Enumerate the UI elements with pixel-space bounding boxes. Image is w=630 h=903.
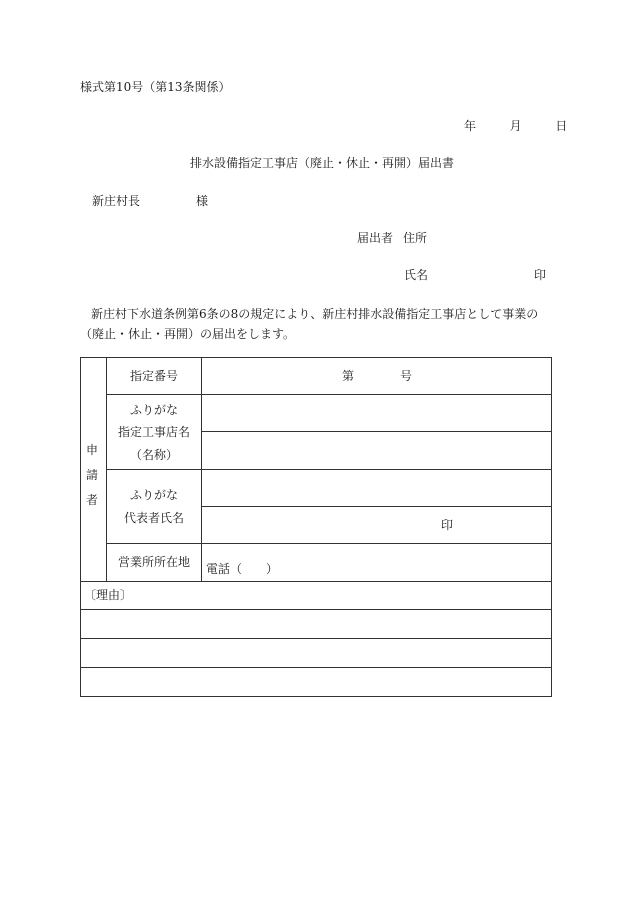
rep-name-label: 代表者氏名 [123,511,185,525]
designation-number-label: 指定番号 [129,369,179,383]
store-name-label: 指定工事店名 [117,425,191,439]
date-line [464,120,567,132]
table-border-bottom [80,696,552,697]
reason-label: 〔理由〕 [84,588,133,602]
applicant-label: 申請者 [86,443,99,507]
addressee-honorific: 様 [196,194,209,208]
table-line-8 [80,638,552,639]
document-title: 排水設備指定工事店（廃止・休止・再開）届出書 [190,156,455,170]
date-year: 年 [464,119,477,133]
office-location-label: 営業所所在地 [117,555,191,569]
table-line-2 [201,431,552,432]
store-name-sub-label: （名称） [129,448,179,462]
notifier-address-label: 住所 [403,231,428,245]
table-line-7 [80,609,552,610]
date-month: 月 [509,119,522,133]
rep-furigana-label: ふりがな [129,488,179,502]
designation-number-suffix: 号 [400,369,413,383]
designation-number-prefix: 第 [342,369,355,383]
table-border-top [80,357,552,358]
table-line-6 [80,581,552,582]
form-number: 様式第10号（第13条関係） [80,80,231,94]
rep-seal: 印 [441,518,454,532]
addressee-name: 新庄村長 [92,194,141,208]
table-line-1 [106,394,552,395]
notifier-label: 届出者 [357,231,394,245]
table-border-left [80,357,81,697]
notifier-name-label: 氏名 [404,268,429,282]
addressee [92,195,208,207]
date-day: 日 [555,119,568,133]
notifier-address [357,232,427,244]
phone-label: 電話（ ） [206,562,279,576]
table-line-3 [106,469,552,470]
table-line-9 [80,667,552,668]
body-text: 新庄村下水道条例第6条の8の規定により、新庄村排水設備指定工事店として事業の（廃止・休止・再開）の届出をします。 [80,307,539,341]
store-furigana-label: ふりがな [129,403,179,417]
notifier-name [404,269,546,281]
table-border-right [551,357,552,697]
table-line-4 [201,506,552,507]
notifier-seal: 印 [533,268,546,282]
table-line-5 [106,543,552,544]
